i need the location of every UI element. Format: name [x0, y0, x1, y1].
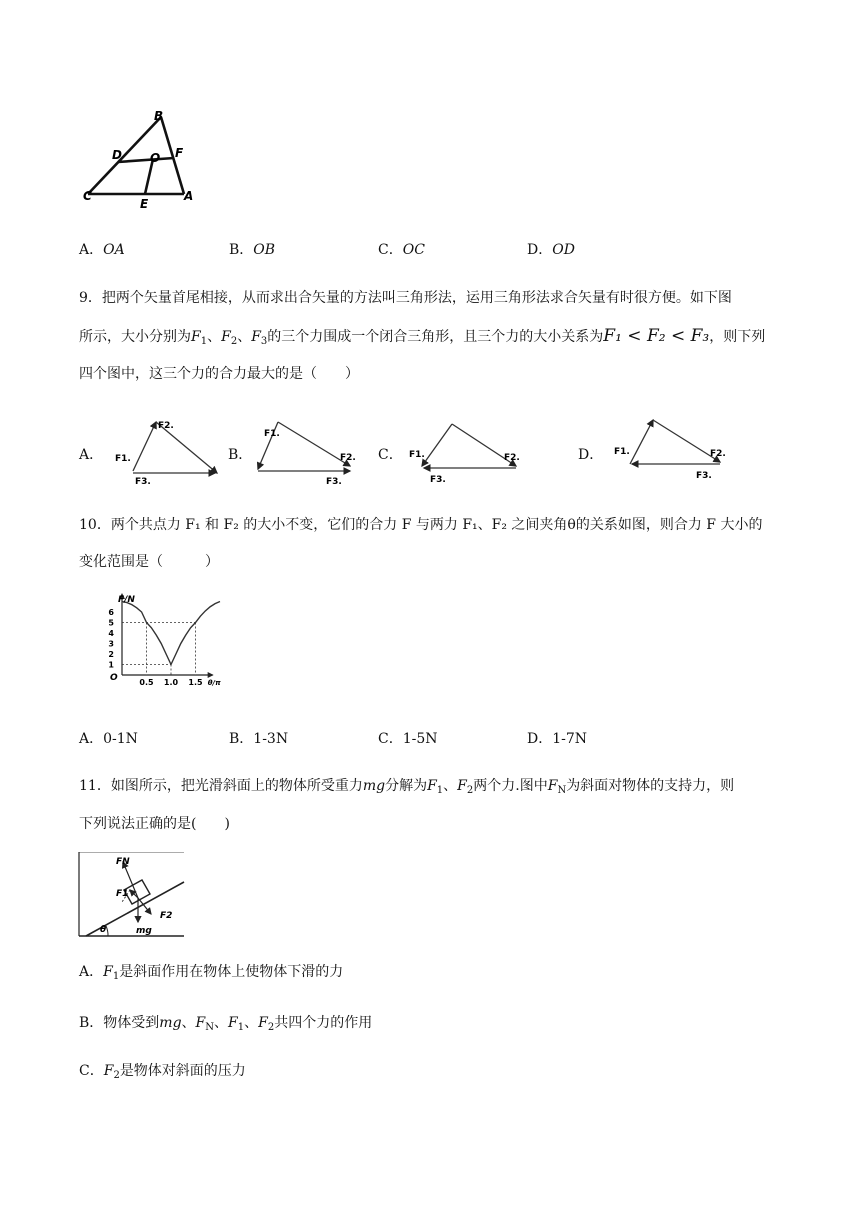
x-tick-label: 1.0 — [163, 678, 179, 687]
label-F: F — [175, 146, 184, 160]
y-tick-label: 1 — [108, 660, 114, 670]
q11-option-c[interactable]: C．$F_2$是物体对斜面的压力 — [79, 1063, 246, 1081]
label-B: B — [154, 109, 164, 123]
q9-option-c-label[interactable]: C． — [378, 447, 403, 463]
q8-option-d[interactable]: D．OD — [527, 242, 575, 258]
q11-option-a[interactable]: A．$F_1$是斜面作用在物体上使物体下滑的力 — [79, 964, 344, 982]
q9-figure-b[interactable] — [250, 414, 365, 489]
svg-text:F3.: F3. — [326, 477, 342, 487]
x-axis-arrow — [208, 672, 214, 678]
q10-option-a[interactable]: A．0-1N — [79, 731, 138, 747]
x-tick-label: 0.5 — [139, 678, 154, 687]
q10-stem-line2: 变化范围是（ ） — [79, 554, 219, 570]
y-axis-label: F/N — [118, 595, 135, 605]
svg-text:F3.: F3. — [696, 471, 712, 481]
svg-text:F2.: F2. — [710, 449, 726, 459]
label-f3: F3. — [135, 477, 151, 487]
svg-text:F2.: F2. — [340, 453, 356, 463]
svg-text:F1.: F1. — [614, 447, 630, 457]
svg-text:F1.: F1. — [409, 450, 425, 460]
incline-figure — [78, 852, 188, 940]
label-fn: FN — [116, 857, 130, 867]
triangle-figure-q8 — [80, 104, 205, 214]
q11-option-b[interactable]: B．物体受到mg、$F_N$、$F_1$、$F_2$共四个力的作用 — [79, 1015, 373, 1033]
q9-option-b-label[interactable]: B． — [228, 447, 253, 463]
label-theta: θ — [100, 925, 107, 935]
force-inequality: F₁ < F₂ < F₃ — [603, 326, 710, 346]
q10-option-d[interactable]: D．1-7N — [527, 731, 588, 747]
force-angle-chart — [96, 590, 236, 700]
q10-option-c[interactable]: C．1-5N — [378, 731, 438, 747]
label-f2: F2 — [160, 911, 173, 921]
q8-option-b[interactable]: B．OB — [229, 242, 276, 258]
y-tick-label: 3 — [108, 639, 114, 649]
q10-stem-line1: 10．两个共点力 F₁ 和 F₂ 的大小不变，它们的合力 F 与两力 F₁、F₂ 之间夹角θ的关系如图，则合力 F 大小的 — [79, 517, 763, 533]
q9-stem-line1: 9．把两个矢量首尾相接，从而求出合矢量的方法叫三角形法，运用三角形法求合矢量有时很方便。如下图 — [79, 290, 732, 306]
svg-text:F3.: F3. — [430, 475, 446, 485]
q9-figure-d[interactable] — [610, 414, 740, 489]
x-tick-label: 1.5 — [188, 678, 203, 687]
label-f1: F1 — [116, 889, 129, 899]
x-axis-label: θ/π — [207, 679, 221, 687]
q9-figure-a[interactable] — [110, 414, 225, 489]
q9-stem-line2: 所示，大小分别为$F_1$、$F_2$、$F_3$的三个力围成一个闭合三角形，且三个力的大小关系为F₁ < F₂ < F₃，则下列 — [79, 326, 766, 347]
q9-option-d-label[interactable]: D． — [578, 447, 604, 463]
q9-option-a-label[interactable]: A． — [79, 447, 104, 463]
q11-stem-line1: 11．如图所示，把光滑斜面上的物体所受重力mg分解为$F_1$、$F_2$两个力.图中$F_N$为斜面对物体的支持力，则 — [79, 778, 735, 796]
y-tick-label: 6 — [108, 608, 114, 617]
label-f2: F2. — [158, 421, 174, 431]
y-tick-label: 4 — [108, 629, 114, 638]
svg-text:F2.: F2. — [504, 453, 520, 463]
q11-stem-line2: 下列说法正确的是( ) — [79, 816, 230, 832]
label-A: A — [184, 189, 194, 203]
label-D: D — [112, 148, 122, 162]
q8-option-c[interactable]: C．OC — [378, 242, 425, 258]
svg-text:F1.: F1. — [264, 429, 280, 439]
label-f1: F1. — [115, 454, 131, 464]
label-C: C — [83, 189, 92, 203]
y-tick-label: 2 — [108, 650, 114, 659]
q9-stem-line3: 四个图中，这三个力的合力最大的是（ ） — [79, 366, 359, 382]
label-E: E — [140, 197, 149, 211]
q9-figure-c[interactable] — [404, 414, 534, 489]
series-line-F — [122, 602, 220, 665]
origin-label: O — [110, 673, 118, 683]
label-mg: mg — [136, 926, 152, 936]
y-tick-label: 5 — [108, 618, 114, 628]
q8-option-a[interactable]: A．OA — [79, 242, 125, 258]
label-O: O — [150, 151, 161, 165]
q10-option-b[interactable]: B．1-3N — [229, 731, 289, 747]
